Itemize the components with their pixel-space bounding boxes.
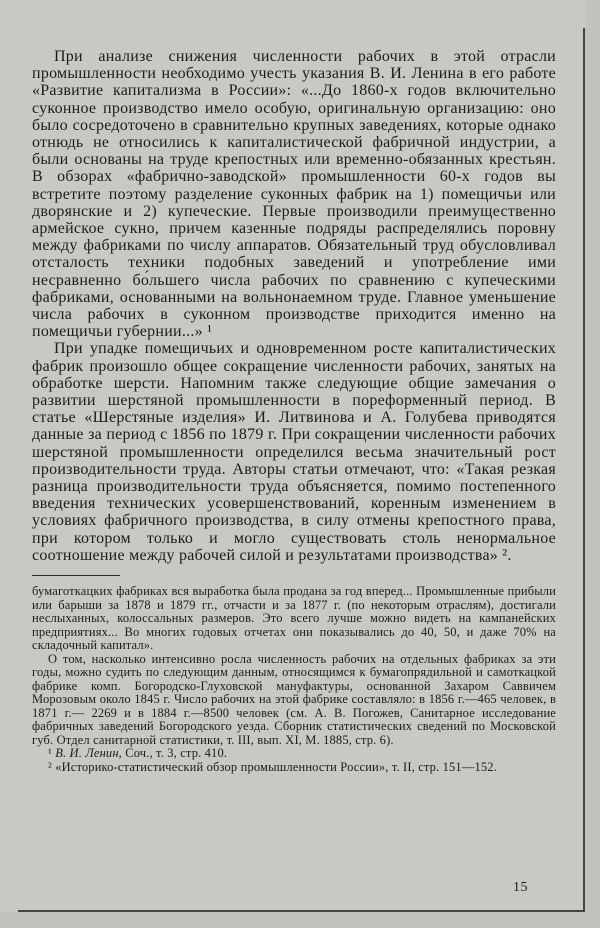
footnote-morozov-data: О том, насколько интенсивно росла численность рабочих на отдельных фабриках за эти годы, можно судить по следующим данным, относящимся к бумагопрядильной и самоткацкой фабрике комп. Богородско-Глуховской мануфактуры, основанной Захаром Саввичем Морозовым около 1845 г. Число рабочих на этой фабрике составляло: в 1856 г.—465 человек, в 1871 г.— 2269 и в 1884 г.—8500 человек (см. А. В. Погожев, Санитарное исследование фабричных заведений Богородского уезда. Сборник статистических сведений по Московской губ. Отдел санитарной статистики, т. III, вып. XI, М. 1885, стр. 6).: [32, 651, 556, 747]
main-paragraph-2: При упадке помещичьих и одновременном росте капиталистических фабрик произошло общее сокращение численности рабочих, занятых на обработке шерсти. Напомним также следующие общие замечания о развитии шерстяной промышленности в пореформенный период. В статье «Шерстяные изделия» И. Литвинова и А. Голубева приводятся данные за период с 1856 по 1879 г. При сокращении численности рабочих шерстяной промышленности определился весьма значительный рост производительности труда. Авторы статьи отмечают, что: «Такая резкая разница производительности труда объясняется, помимо постепенного введения технических усовершенствований, коренным изменением в условиях фабричного производства, в силу отмены крепостного права, при котором только и могло существовать столь ненормальное соотношение между рабочей силой и результатами производства» ².: [32, 340, 556, 564]
footnote-separator-rule: [32, 575, 120, 576]
scan-margin-right: [585, 0, 600, 928]
page-content: [32, 48, 556, 774]
footnote-marker-2: ²: [48, 759, 52, 774]
footnote-marker-1: ¹: [48, 746, 52, 761]
scan-margin-bottom: [0, 912, 600, 928]
main-text-block: [32, 48, 556, 564]
footnote-continuation: бумаготкацких фабриках вся выработка была продана за год вперед... Промышленные прибыли или барыши за 1878 и 1879 гг., отчасти и за 1877 г. (по некоторым отраслям), достигали неслыханных, колоссальных размеров. Это всего лучше можно видеть на кампанейских предприятиях... Во многих годовых отчетах они показывались до 40, 50, и даже 70% на складочный капитал».: [32, 584, 556, 653]
footnotes-block: [32, 585, 556, 774]
page-number: 15: [513, 880, 528, 895]
footnote-review-reference: [32, 761, 556, 775]
footnote-review-text: «Историко-статистический обзор промышленности России», т. II, стр. 151—152.: [55, 759, 497, 774]
footnote-lenin-text: Соч., т. 3, стр. 410.: [125, 746, 228, 761]
main-paragraph-1: При анализе снижения численности рабочих в этой отрасли промышленности необходимо учесть указания В. И. Ленина в его работе «Развитие капитализма в России»: «...До 1860-х годов включительно суконное производство имело особую, оригинальную организацию: оно было сосредоточено в сравнительно крупных заведениях, которые однако отнюдь не относились к капиталистической фабричной индустрии, а были основаны на труде крепостных или временно-обязанных крестьян. В обзорах «фабрично-заводской» промышленности 60-х годов вы встретите поэтому разделение суконных фабрик на 1) помещичьи или дворянские и 2) купеческие. Первые производили преимущественно армейское сукно, причем казенные подряды распределялись поровну между фабриками по числу аппаратов. Обязательный труд обусловливал отсталость техники подобных заведений и употребление ими несравненно бо́льшего числа рабочих по сравнению с купеческими фабриками, основанными на вольнонаемном труде. Главное уменьшение числа рабочих в суконном производстве приходится именно на помещичьи губернии...» ¹: [32, 48, 556, 341]
footnote-author-italic: В. И. Ленин,: [55, 746, 122, 761]
footnote-lenin-reference: [32, 747, 556, 761]
